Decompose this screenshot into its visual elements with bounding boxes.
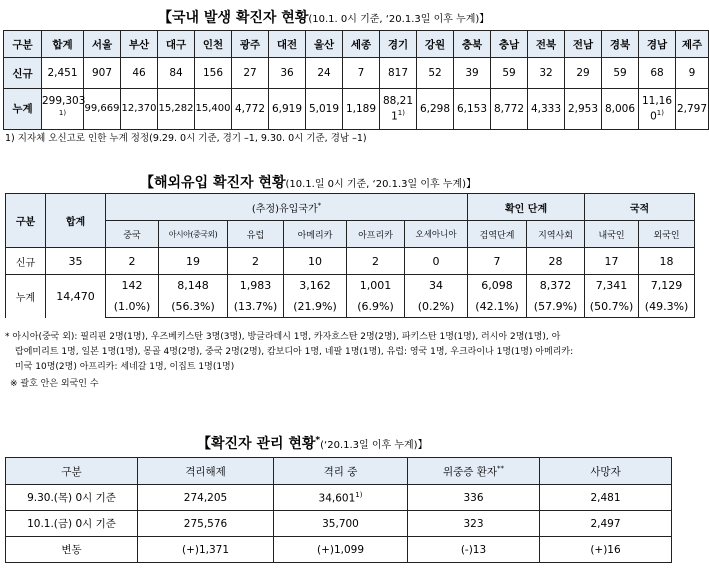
table-cell: 2	[347, 248, 405, 275]
table-cell: 2,953	[565, 89, 602, 130]
domestic-cum-row	[4, 89, 709, 130]
table-cell: 7	[343, 58, 380, 89]
table-cell: 5,019	[306, 89, 343, 130]
header-cell: 경북	[602, 31, 639, 58]
header-cell: 격리 중	[274, 458, 408, 485]
header-cell: 서울	[84, 31, 121, 58]
overseas-subtitle: (10.1.일 0시 기준, ‘20.1.3일 이후 누계)】	[285, 179, 477, 190]
overseas-title-text: 【해외유입 확진자 현황	[140, 175, 286, 191]
origin-group-mark: *	[317, 201, 322, 210]
confirm-group-header: 확인 단계	[468, 194, 585, 221]
header-cell: 충남	[491, 31, 528, 58]
table-cell: 2	[106, 248, 159, 275]
table-cell: 8,772	[491, 89, 528, 130]
header-cell: 구분	[6, 194, 46, 248]
table-cell: (+)1,371	[138, 537, 274, 563]
table-cell: 27	[232, 58, 269, 89]
management-header-row	[6, 458, 672, 485]
row-label: 10.1.(금) 0시 기준	[6, 511, 138, 537]
domestic-new-row	[4, 58, 709, 89]
pct-cell: (13.7%)	[228, 296, 284, 318]
row-label: 누계	[4, 89, 42, 130]
table-cell	[639, 89, 676, 130]
overseas-header-row	[6, 194, 695, 221]
table-cell: 336	[408, 485, 540, 511]
table-cell: (-)13	[408, 537, 540, 563]
header-cell	[408, 458, 540, 485]
subheader-cell: 아메리카	[284, 221, 347, 248]
severe-header-label: 위중증 환자	[442, 465, 498, 478]
table-cell: 7,129	[639, 275, 695, 297]
overseas-note-line: ※ 괄호 안은 외국인 수	[10, 379, 99, 389]
table-cell: 142	[106, 275, 159, 297]
subheader-cell: 검역단계	[468, 221, 527, 248]
table-cell: 32	[528, 58, 565, 89]
table-cell: 46	[121, 58, 158, 89]
management-title-mark: *	[315, 435, 321, 446]
table-cell: 1,983	[228, 275, 284, 297]
table-cell: 275,576	[138, 511, 274, 537]
overseas-note-line: * 아시아(중국 외): 필리핀 2명(1명), 우즈베키스탄 3명(3명), 방글라데시 1명, 카자흐스탄 2명(2명), 파키스탄 1명(1명), 러시아 2명(1명), 아	[5, 332, 561, 342]
footnote-mark: 1)	[355, 490, 363, 499]
header-cell: 인천	[195, 31, 232, 58]
table-cell: 68	[639, 58, 676, 89]
table-cell: 17	[585, 248, 639, 275]
cum-gyeonggi-a: 88,21	[382, 95, 414, 108]
pct-cell: (6.9%)	[347, 296, 405, 318]
row-label: 누계	[6, 275, 46, 318]
overseas-new-row	[6, 248, 695, 275]
table-cell: 6,098	[468, 275, 527, 297]
table-cell: 6,153	[454, 89, 491, 130]
management-title	[197, 433, 428, 453]
origin-group-label: (추정)유입국가	[251, 203, 318, 215]
subheader-cell: 지역사회	[527, 221, 585, 248]
header-cell: 합계	[42, 31, 84, 58]
table-cell: 39	[454, 58, 491, 89]
header-cell: 세종	[343, 31, 380, 58]
header-cell: 전북	[528, 31, 565, 58]
table-cell: (+)16	[540, 537, 672, 563]
row-label: 신규	[6, 248, 46, 275]
table-cell: 29	[565, 58, 602, 89]
table-cell: 7,341	[585, 275, 639, 297]
cum-gyeonggi-b: 1	[391, 110, 398, 123]
management-subtitle: (‘20.1.3일 이후 누계)】	[320, 440, 428, 451]
footnote-mark: 1)	[656, 109, 664, 118]
header-cell: 사망자	[540, 458, 672, 485]
management-title-text: 【확진자 관리 현황	[197, 436, 316, 452]
domestic-title	[158, 7, 489, 27]
header-cell: 울산	[306, 31, 343, 58]
table-cell: 14,470	[46, 275, 106, 318]
header-cell: 경남	[639, 31, 676, 58]
pct-cell: (49.3%)	[639, 296, 695, 318]
table-cell: 4,772	[232, 89, 269, 130]
header-cell: 충북	[454, 31, 491, 58]
table-cell: 8,006	[602, 89, 639, 130]
table-cell: (+)1,099	[274, 537, 408, 563]
table-cell: 817	[380, 58, 417, 89]
subheader-cell: 외국인	[639, 221, 695, 248]
overseas-note-line: 랍에미리트 1명, 일본 1명(1명), 몽골 4명(2명), 중국 2명(2명), 캄보디아 1명, 네팔 1명(1명), 유럽: 영국 1명, 우크라이나 1명(1명) 아메리카:	[15, 347, 574, 357]
table-cell: 8,148	[159, 275, 228, 297]
table-cell: 99,669	[84, 89, 121, 130]
table-cell: 1,189	[343, 89, 380, 130]
pct-cell: (42.1%)	[468, 296, 527, 318]
subheader-cell: 아프리카	[347, 221, 405, 248]
header-cell: 합계	[46, 194, 106, 248]
table-cell: 28	[527, 248, 585, 275]
table-cell	[42, 89, 84, 130]
header-cell: 대전	[269, 31, 306, 58]
management-table	[5, 457, 672, 563]
overseas-cum-row	[6, 275, 695, 297]
table-cell: 59	[491, 58, 528, 89]
subheader-cell: 오세아니아	[405, 221, 468, 248]
table-cell: 2,451	[42, 58, 84, 89]
table-cell: 18	[639, 248, 695, 275]
header-cell: 구분	[6, 458, 138, 485]
table-cell: 59	[602, 58, 639, 89]
row-label: 신규	[4, 58, 42, 89]
table-cell: 2,497	[540, 511, 672, 537]
table-cell: 19	[159, 248, 228, 275]
table-cell: 52	[417, 58, 454, 89]
domestic-footnote: 1) 지자체 오신고로 인한 누계 정정(9.29. 0시 기준, 경기 –1, 9.30. 0시 기준, 경남 –1)	[5, 133, 367, 144]
table-cell: 84	[158, 58, 195, 89]
pct-cell: (1.0%)	[106, 296, 159, 318]
row-label: 9.30.(목) 0시 기준	[6, 485, 138, 511]
table-cell: 12,370	[121, 89, 158, 130]
header-cell: 대구	[158, 31, 195, 58]
domestic-title-text: 【국내 발생 확진자 현황	[158, 10, 309, 26]
domestic-table	[3, 30, 709, 130]
table-cell: 907	[84, 58, 121, 89]
subheader-cell: 유럽	[228, 221, 284, 248]
table-cell: 10	[284, 248, 347, 275]
table-cell: 24	[306, 58, 343, 89]
management-row	[6, 537, 672, 563]
overseas-notes	[5, 330, 573, 392]
domestic-header-row	[4, 31, 709, 58]
table-cell: 2,481	[540, 485, 672, 511]
table-cell: 2	[228, 248, 284, 275]
header-cell: 광주	[232, 31, 269, 58]
subheader-cell: 중국	[106, 221, 159, 248]
table-cell: 9	[676, 58, 709, 89]
table-cell: 156	[195, 58, 232, 89]
overseas-title	[140, 172, 476, 192]
pct-cell: (57.9%)	[527, 296, 585, 318]
pct-cell: (50.7%)	[585, 296, 639, 318]
table-cell: 6,919	[269, 89, 306, 130]
table-cell: 15,282	[158, 89, 195, 130]
subheader-cell: 아시아(중국외)	[159, 221, 228, 248]
table-cell: 6,298	[417, 89, 454, 130]
cum-total: 299,303	[42, 95, 86, 108]
cum-gyeongnam-a: 11,16	[641, 95, 673, 108]
header-cell: 격리해제	[138, 458, 274, 485]
header-cell: 부산	[121, 31, 158, 58]
overseas-table	[5, 193, 695, 318]
header-cell: 전남	[565, 31, 602, 58]
origin-group-header	[106, 194, 468, 221]
table-cell: 2,797	[676, 89, 709, 130]
management-row	[6, 511, 672, 537]
overseas-subheader-row	[6, 221, 695, 248]
table-cell: 15,400	[195, 89, 232, 130]
table-cell: 36	[269, 58, 306, 89]
table-cell: 1,001	[347, 275, 405, 297]
header-cell: 구분	[4, 31, 42, 58]
isolated-value: 34,601	[318, 492, 356, 505]
row-label: 변동	[6, 537, 138, 563]
management-row	[6, 485, 672, 511]
footnote-mark: 1)	[397, 109, 405, 118]
table-cell: 7	[468, 248, 527, 275]
pct-cell: (0.2%)	[405, 296, 468, 318]
header-cell: 강원	[417, 31, 454, 58]
nation-group-header: 국적	[585, 194, 695, 221]
subheader-cell: 내국인	[585, 221, 639, 248]
pct-cell: (21.9%)	[284, 296, 347, 318]
table-cell	[274, 485, 408, 511]
table-cell: 34	[405, 275, 468, 297]
table-cell: 323	[408, 511, 540, 537]
table-cell: 0	[405, 248, 468, 275]
table-cell: 274,205	[138, 485, 274, 511]
table-cell: 8,372	[527, 275, 585, 297]
overseas-pct-row	[6, 296, 695, 318]
pct-cell: (56.3%)	[159, 296, 228, 318]
overseas-note-line: 미국 10명(2명) 아프리카: 세네갈 1명, 이집트 1명(1명)	[15, 362, 235, 372]
table-cell: 3,162	[284, 275, 347, 297]
table-cell: 4,333	[528, 89, 565, 130]
header-cell: 제주	[676, 31, 709, 58]
footnote-mark: 1)	[58, 109, 67, 118]
header-cell: 경기	[380, 31, 417, 58]
domestic-subtitle: (10.1. 0시 기준, ‘20.1.3일 이후 누계)】	[308, 14, 490, 25]
cum-gyeongnam-b: 0	[650, 110, 657, 123]
table-cell: 35	[46, 248, 106, 275]
table-cell: 35,700	[274, 511, 408, 537]
table-cell	[380, 89, 417, 130]
severe-mark: **	[497, 464, 505, 472]
